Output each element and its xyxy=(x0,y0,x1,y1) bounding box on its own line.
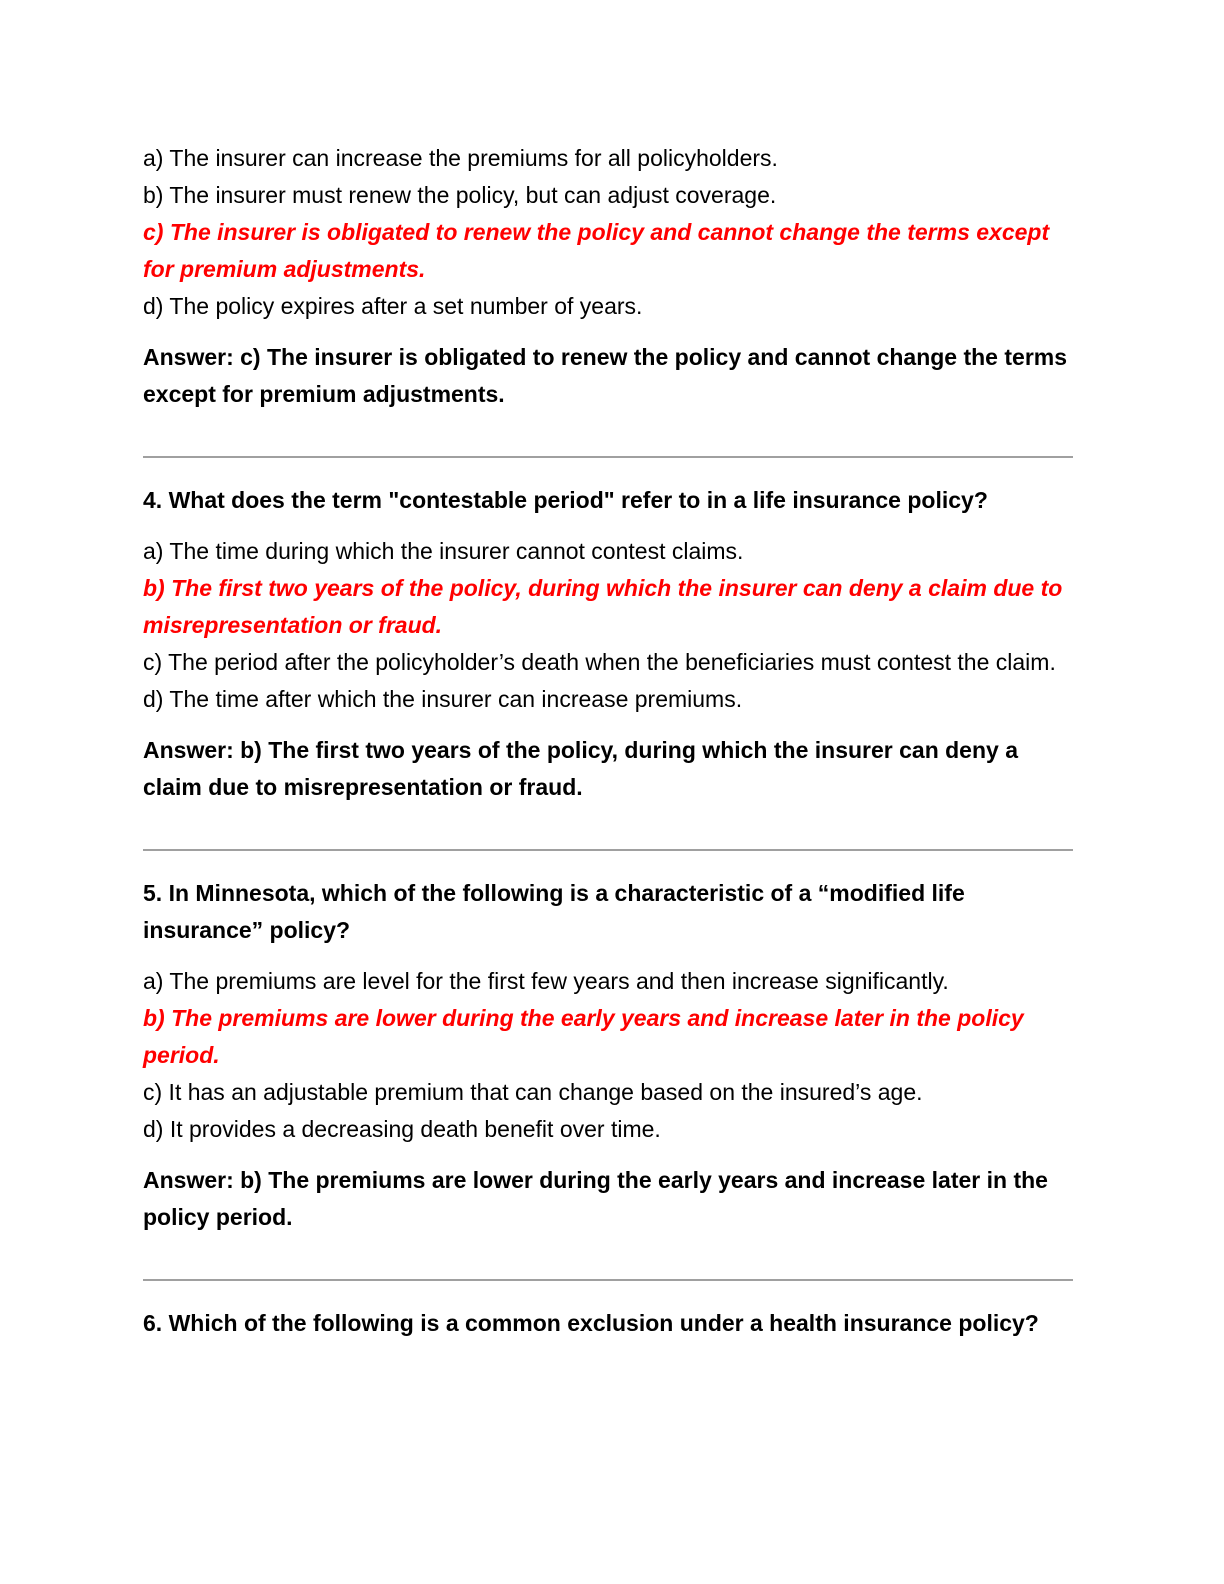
q4-option-b-correct: b) The first two years of the policy, during which the insurer can deny a claim due to misrepresentation or fraud. xyxy=(143,575,1063,638)
document-page xyxy=(143,140,1073,1342)
question-6-block xyxy=(143,1305,1073,1342)
q4-answer: Answer: b) The first two years of the policy, during which the insurer can deny a claim due to misrepresentation or fraud. xyxy=(143,737,1018,800)
q4-option-c: c) The period after the policyholder’s death when the beneficiaries must contest the claim. xyxy=(143,649,1056,675)
q5-question: 5. In Minnesota, which of the following is a characteristic of a “modified life insurance” policy? xyxy=(143,880,965,943)
q3-option-a: a) The insurer can increase the premiums for all policyholders. xyxy=(143,145,778,171)
q4-option-a: a) The time during which the insurer cannot contest claims. xyxy=(143,538,744,564)
q4-option-d: d) The time after which the insurer can increase premiums. xyxy=(143,686,743,712)
q3-option-b: b) The insurer must renew the policy, but can adjust coverage. xyxy=(143,182,777,208)
q3-answer: Answer: c) The insurer is obligated to renew the policy and cannot change the terms except for premium adjustments. xyxy=(143,344,1068,407)
question-4-block xyxy=(143,482,1073,806)
q6-question: 6. Which of the following is a common exclusion under a health insurance policy? xyxy=(143,1310,1039,1336)
q5-option-b-correct: b) The premiums are lower during the early years and increase later in the policy period. xyxy=(143,1005,1024,1068)
q4-question: 4. What does the term "contestable period" refer to in a life insurance policy? xyxy=(143,487,988,513)
q3-option-d: d) The policy expires after a set number of years. xyxy=(143,293,643,319)
q3-option-c-correct: c) The insurer is obligated to renew the policy and cannot change the terms except for premium adjustments. xyxy=(143,219,1050,282)
q5-option-d: d) It provides a decreasing death benefit over time. xyxy=(143,1116,661,1142)
question-5-block xyxy=(143,875,1073,1236)
q5-option-c: c) It has an adjustable premium that can change based on the insured’s age. xyxy=(143,1079,923,1105)
q5-option-a: a) The premiums are level for the first few years and then increase significantly. xyxy=(143,968,949,994)
question-3-block xyxy=(143,140,1073,413)
q5-answer: Answer: b) The premiums are lower during the early years and increase later in the policy period. xyxy=(143,1167,1048,1230)
